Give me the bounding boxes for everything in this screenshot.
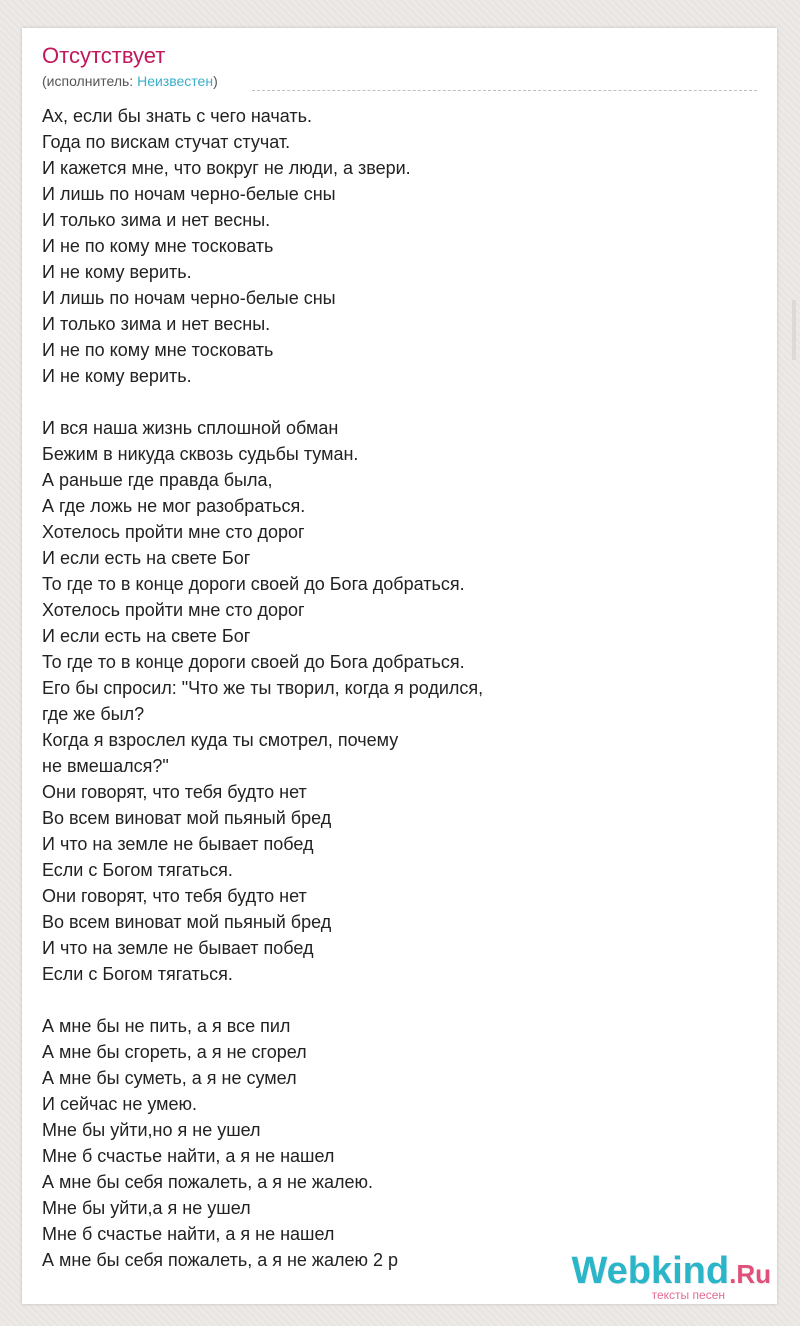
lyric-line — [42, 389, 742, 415]
lyric-line: Если с Богом тягаться. — [42, 860, 233, 880]
lyric-line: И не кому верить. — [42, 262, 192, 282]
artist-line — [42, 72, 218, 90]
lyric-line: И вся наша жизнь сплошной обман — [42, 418, 339, 438]
lyric-line: И не по кому мне тосковать — [42, 340, 274, 360]
lyric-line: где же был? — [42, 704, 145, 724]
lyric-line: Во всем виноват мой пьяный бред — [42, 808, 332, 828]
lyric-line: Мне б счастье найти, а я не нашел — [42, 1224, 335, 1244]
logo-tld: .Ru — [729, 1259, 771, 1289]
lyric-line: И если есть на свете Бог — [42, 626, 251, 646]
lyric-line: Когда я взрослел куда ты смотрел, почему — [42, 730, 399, 750]
lyric-line: Они говорят, что тебя будто нет — [42, 782, 307, 802]
lyric-line: А мне бы суметь, а я не сумел — [42, 1068, 297, 1088]
lyric-line: А где ложь не мог разобраться. — [42, 496, 306, 516]
site-logo[interactable] — [571, 1251, 771, 1302]
lyric-line: И сейчас не умею. — [42, 1094, 198, 1114]
artist-suffix: ) — [213, 73, 218, 89]
lyric-line: Бежим в никуда сквозь судьбы туман. — [42, 444, 359, 464]
lyric-line: И кажется мне, что вокруг не люди, а звери. — [42, 158, 411, 178]
lyric-line: И только зима и нет весны. — [42, 210, 271, 230]
artist-prefix: (исполнитель: — [42, 73, 138, 89]
lyric-line: Хотелось пройти мне сто дорог — [42, 522, 305, 542]
lyric-line: не вмешался?" — [42, 756, 169, 776]
lyric-line: А мне бы себя пожалеть, а я не жалею 2 р — [42, 1250, 399, 1270]
logo-main-text: Webkind — [571, 1250, 730, 1292]
lyric-line: И лишь по ночам черно-белые сны — [42, 288, 336, 308]
lyric-line: Его бы спросил: "Что же ты творил, когда я родился, — [42, 678, 484, 698]
lyric-line: Они говорят, что тебя будто нет — [42, 886, 307, 906]
lyric-line: Мне бы уйти,но я не ушел — [42, 1120, 261, 1140]
lyric-line: Во всем виноват мой пьяный бред — [42, 912, 332, 932]
lyric-line: И что на земле не бывает побед — [42, 938, 314, 958]
artist-link[interactable]: Неизвестен — [137, 73, 214, 89]
lyric-line: Хотелось пройти мне сто дорог — [42, 600, 305, 620]
lyric-line: И что на земле не бывает побед — [42, 834, 314, 854]
lyrics-card — [22, 28, 777, 1304]
lyric-line: То где то в конце дороги своей до Бога добраться. — [42, 652, 465, 672]
lyrics-text — [42, 103, 742, 1273]
lyric-line: Ах, если бы знать с чего начать. — [42, 106, 312, 126]
lyric-line: Мне б счастье найти, а я не нашел — [42, 1146, 335, 1166]
song-title: Отсутствует — [42, 43, 166, 68]
dotted-divider — [252, 90, 757, 91]
lyric-line: То где то в конце дороги своей до Бога добраться. — [42, 574, 465, 594]
lyric-line: Года по вискам стучат стучат. — [42, 132, 291, 152]
lyric-line: И не кому верить. — [42, 366, 192, 386]
logo-tagline: тексты песен — [651, 1288, 725, 1302]
lyric-line: А мне бы не пить, а я все пил — [42, 1016, 291, 1036]
lyric-line: И лишь по ночам черно-белые сны — [42, 184, 336, 204]
lyric-line — [42, 987, 742, 1013]
lyric-line: А мне бы себя пожалеть, а я не жалею. — [42, 1172, 373, 1192]
lyric-line: И только зима и нет весны. — [42, 314, 271, 334]
lyric-line: Если с Богом тягаться. — [42, 964, 233, 984]
scrollbar[interactable] — [792, 300, 796, 360]
lyric-line: И если есть на свете Бог — [42, 548, 251, 568]
lyric-line: Мне бы уйти,а я не ушел — [42, 1198, 251, 1218]
lyric-line: А раньше где правда была, — [42, 470, 273, 490]
lyric-line: А мне бы сгореть, а я не сгорел — [42, 1042, 307, 1062]
lyric-line: И не по кому мне тосковать — [42, 236, 274, 256]
